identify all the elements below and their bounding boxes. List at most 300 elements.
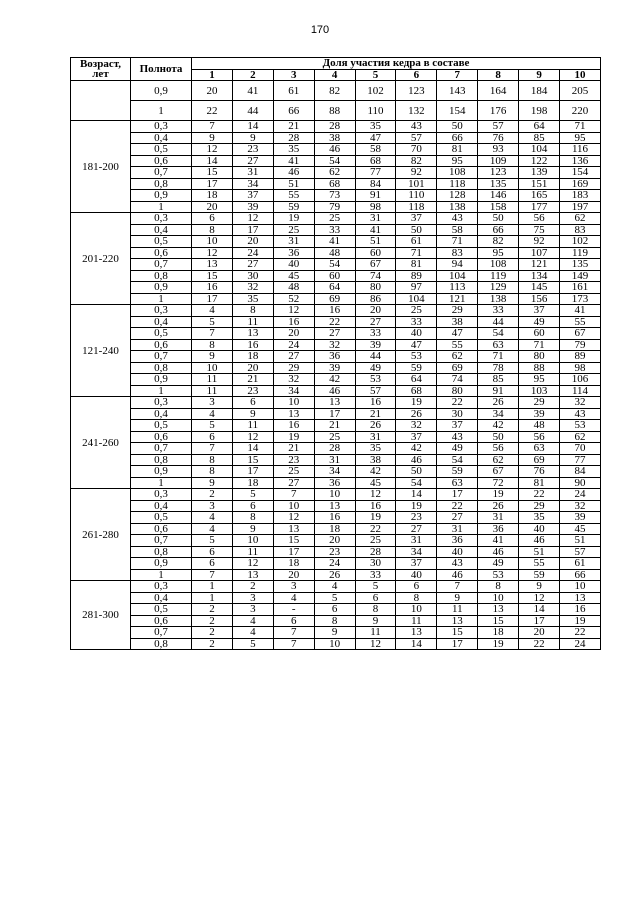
value-cell: 146 — [478, 190, 519, 202]
value-cell: 13 — [478, 604, 519, 616]
value-cell: 78 — [478, 362, 519, 374]
value-cell: 44 — [355, 351, 396, 363]
value-cell: 108 — [478, 259, 519, 271]
value-cell: 102 — [355, 81, 396, 101]
value-cell: 48 — [519, 420, 560, 432]
table-row — [71, 569, 601, 581]
density-cell: 0,6 — [131, 431, 192, 443]
value-cell: 102 — [560, 236, 601, 248]
value-cell: 21 — [232, 374, 273, 386]
value-cell: 16 — [560, 604, 601, 616]
value-cell: 183 — [560, 190, 601, 202]
value-cell: 36 — [437, 535, 478, 547]
value-cell: 69 — [314, 293, 355, 305]
age-group-cell: 261-280 — [71, 489, 131, 581]
value-cell: 10 — [273, 397, 314, 409]
value-cell: 97 — [396, 282, 437, 294]
value-cell: 71 — [437, 236, 478, 248]
value-cell: 121 — [437, 293, 478, 305]
value-cell: 15 — [437, 627, 478, 639]
value-cell: 12 — [232, 558, 273, 570]
value-cell: 119 — [560, 247, 601, 259]
value-cell: 11 — [437, 604, 478, 616]
density-cell: 0,5 — [131, 236, 192, 248]
value-cell: 19 — [478, 489, 519, 501]
value-cell: 3 — [232, 592, 273, 604]
value-cell: 28 — [314, 121, 355, 133]
value-cell: 107 — [519, 247, 560, 259]
value-cell: 10 — [314, 489, 355, 501]
value-cell: 5 — [192, 535, 233, 547]
age-group-cell: 201-220 — [71, 213, 131, 305]
value-cell: 28 — [273, 132, 314, 144]
value-cell: 13 — [273, 408, 314, 420]
value-cell: 12 — [192, 144, 233, 156]
density-cell: 0,5 — [131, 144, 192, 156]
value-cell: 41 — [232, 81, 273, 101]
density-column-header: Полнота — [131, 58, 192, 81]
value-cell: 81 — [519, 477, 560, 489]
table-row — [71, 592, 601, 604]
value-cell: 19 — [396, 500, 437, 512]
value-cell: 39 — [519, 408, 560, 420]
value-cell: 64 — [519, 121, 560, 133]
value-cell: 36 — [314, 351, 355, 363]
value-cell: 4 — [232, 615, 273, 627]
value-cell: 69 — [519, 454, 560, 466]
value-cell: 40 — [273, 259, 314, 271]
value-cell: 2 — [192, 604, 233, 616]
value-cell: 49 — [355, 362, 396, 374]
table-row — [71, 351, 601, 363]
value-cell: 19 — [560, 615, 601, 627]
value-cell: 10 — [192, 362, 233, 374]
value-cell: 33 — [478, 305, 519, 317]
value-cell: 119 — [478, 270, 519, 282]
value-cell: 92 — [396, 167, 437, 179]
value-cell: 177 — [519, 201, 560, 213]
value-cell: 6 — [232, 500, 273, 512]
value-cell: 6 — [314, 604, 355, 616]
value-cell: 136 — [560, 155, 601, 167]
table-row — [71, 259, 601, 271]
value-cell: 18 — [232, 351, 273, 363]
value-cell: 62 — [437, 351, 478, 363]
value-cell: 16 — [314, 305, 355, 317]
value-cell: 59 — [519, 569, 560, 581]
value-cell: 123 — [396, 81, 437, 101]
density-cell: 0,4 — [131, 316, 192, 328]
value-cell: 30 — [437, 408, 478, 420]
value-cell: 68 — [396, 385, 437, 397]
value-cell: 29 — [519, 397, 560, 409]
density-cell: 0,4 — [131, 408, 192, 420]
value-cell: 205 — [560, 81, 601, 101]
table-row — [71, 305, 601, 317]
value-cell: 51 — [519, 546, 560, 558]
value-cell: 37 — [396, 213, 437, 225]
value-cell: 17 — [232, 224, 273, 236]
value-cell: 6 — [355, 592, 396, 604]
value-cell: 116 — [560, 144, 601, 156]
value-cell: 5 — [192, 316, 233, 328]
value-cell: 25 — [355, 535, 396, 547]
value-cell: 17 — [437, 489, 478, 501]
value-cell: 61 — [396, 236, 437, 248]
value-cell: 13 — [273, 523, 314, 535]
value-cell: 32 — [273, 374, 314, 386]
value-cell: 20 — [192, 81, 233, 101]
value-cell: 43 — [560, 408, 601, 420]
value-cell: 8 — [192, 466, 233, 478]
value-cell: 14 — [232, 443, 273, 455]
value-cell: 22 — [314, 316, 355, 328]
value-cell: 46 — [273, 167, 314, 179]
value-cell: 64 — [396, 374, 437, 386]
value-cell: 50 — [437, 121, 478, 133]
density-cell: 0,6 — [131, 247, 192, 259]
value-cell: 24 — [314, 558, 355, 570]
value-cell: 74 — [355, 270, 396, 282]
value-cell: 52 — [273, 293, 314, 305]
value-cell: 37 — [519, 305, 560, 317]
table-row — [71, 213, 601, 225]
value-cell: 33 — [396, 316, 437, 328]
density-cell: 0,9 — [131, 81, 192, 101]
share-column-header-6: 6 — [396, 69, 437, 81]
value-cell: 8 — [232, 305, 273, 317]
share-column-header-4: 4 — [314, 69, 355, 81]
value-cell: 93 — [478, 144, 519, 156]
value-cell: 7 — [437, 581, 478, 593]
value-cell: 40 — [437, 546, 478, 558]
density-cell: 0,8 — [131, 454, 192, 466]
value-cell: 18 — [478, 627, 519, 639]
table-row — [71, 316, 601, 328]
value-cell: 36 — [478, 523, 519, 535]
value-cell: 104 — [396, 293, 437, 305]
value-cell: 1 — [192, 592, 233, 604]
value-cell: 176 — [478, 101, 519, 121]
value-cell: 104 — [519, 144, 560, 156]
density-cell: 0,3 — [131, 397, 192, 409]
value-cell: 27 — [355, 316, 396, 328]
value-cell: 81 — [437, 144, 478, 156]
value-cell: 48 — [314, 247, 355, 259]
value-cell: 37 — [396, 431, 437, 443]
value-cell: 54 — [396, 477, 437, 489]
value-cell: 9 — [192, 477, 233, 489]
value-cell: 20 — [232, 362, 273, 374]
value-cell: 4 — [192, 512, 233, 524]
value-cell: 67 — [478, 466, 519, 478]
density-cell: 0,8 — [131, 638, 192, 650]
value-cell: 54 — [478, 328, 519, 340]
value-cell: 57 — [478, 121, 519, 133]
value-cell: 2 — [232, 581, 273, 593]
value-cell: 67 — [560, 328, 601, 340]
value-cell: 43 — [437, 213, 478, 225]
value-cell: 12 — [232, 213, 273, 225]
value-cell: 62 — [560, 431, 601, 443]
value-cell: 145 — [519, 282, 560, 294]
density-cell: 0,7 — [131, 627, 192, 639]
value-cell: 19 — [273, 213, 314, 225]
value-cell: 24 — [232, 247, 273, 259]
density-cell: 0,4 — [131, 224, 192, 236]
value-cell: 5 — [232, 638, 273, 650]
value-cell: 173 — [560, 293, 601, 305]
value-cell: 98 — [355, 201, 396, 213]
value-cell: 25 — [273, 224, 314, 236]
density-cell: 0,9 — [131, 374, 192, 386]
density-cell: 0,9 — [131, 558, 192, 570]
value-cell: 27 — [273, 351, 314, 363]
value-cell: 60 — [314, 270, 355, 282]
value-cell: 60 — [355, 247, 396, 259]
value-cell: 10 — [232, 535, 273, 547]
cedar-share-table — [70, 57, 601, 650]
value-cell: 154 — [437, 101, 478, 121]
value-cell: 50 — [478, 431, 519, 443]
age-group-cell: 281-300 — [71, 581, 131, 650]
value-cell: 114 — [560, 385, 601, 397]
value-cell: 25 — [396, 305, 437, 317]
value-cell: 34 — [478, 408, 519, 420]
value-cell: 41 — [355, 224, 396, 236]
value-cell: 91 — [478, 385, 519, 397]
value-cell: 118 — [396, 201, 437, 213]
value-cell: 16 — [355, 397, 396, 409]
value-cell: 8 — [355, 604, 396, 616]
value-cell: 18 — [232, 477, 273, 489]
value-cell: 42 — [478, 420, 519, 432]
value-cell: 2 — [192, 638, 233, 650]
value-cell: 161 — [560, 282, 601, 294]
value-cell: 49 — [437, 443, 478, 455]
value-cell: 2 — [192, 615, 233, 627]
value-cell: 12 — [355, 638, 396, 650]
value-cell: 33 — [355, 569, 396, 581]
value-cell: 109 — [478, 155, 519, 167]
value-cell: 84 — [355, 178, 396, 190]
value-cell: 80 — [519, 351, 560, 363]
value-cell: 36 — [273, 247, 314, 259]
value-cell: 56 — [519, 431, 560, 443]
value-cell: 139 — [519, 167, 560, 179]
share-column-header-5: 5 — [355, 69, 396, 81]
value-cell: 19 — [273, 431, 314, 443]
table-row — [71, 247, 601, 259]
value-cell: 72 — [478, 477, 519, 489]
density-cell: 0,8 — [131, 546, 192, 558]
value-cell: 51 — [355, 236, 396, 248]
value-cell: 128 — [437, 190, 478, 202]
value-cell: 17 — [192, 293, 233, 305]
value-cell: 83 — [437, 247, 478, 259]
value-cell: 84 — [560, 466, 601, 478]
value-cell: 27 — [396, 523, 437, 535]
value-cell: 13 — [232, 328, 273, 340]
value-cell: 41 — [560, 305, 601, 317]
density-cell: 1 — [131, 569, 192, 581]
density-cell: 0,5 — [131, 328, 192, 340]
value-cell: 31 — [355, 431, 396, 443]
value-cell: 37 — [396, 558, 437, 570]
value-cell: 55 — [273, 190, 314, 202]
value-cell: 71 — [478, 351, 519, 363]
value-cell: 106 — [560, 374, 601, 386]
value-cell: 20 — [519, 627, 560, 639]
value-cell: 19 — [478, 638, 519, 650]
value-cell: 2 — [192, 627, 233, 639]
value-cell: 15 — [478, 615, 519, 627]
value-cell: 12 — [273, 512, 314, 524]
value-cell: 14 — [396, 489, 437, 501]
table-row — [71, 155, 601, 167]
table-row — [71, 443, 601, 455]
value-cell: 10 — [192, 236, 233, 248]
value-cell: 8 — [314, 615, 355, 627]
value-cell: 11 — [232, 420, 273, 432]
value-cell: 25 — [314, 213, 355, 225]
table-row — [71, 397, 601, 409]
density-cell: 0,5 — [131, 604, 192, 616]
value-cell: 6 — [273, 615, 314, 627]
value-cell: 220 — [560, 101, 601, 121]
value-cell: 27 — [232, 259, 273, 271]
value-cell: 55 — [560, 316, 601, 328]
value-cell: 31 — [437, 523, 478, 535]
value-cell: 20 — [273, 328, 314, 340]
density-cell: 1 — [131, 101, 192, 121]
density-cell: 0,3 — [131, 305, 192, 317]
value-cell: 22 — [437, 397, 478, 409]
value-cell: 17 — [192, 178, 233, 190]
value-cell: 12 — [355, 489, 396, 501]
value-cell: 55 — [519, 558, 560, 570]
density-cell: 0,9 — [131, 466, 192, 478]
value-cell: 47 — [396, 339, 437, 351]
value-cell: 156 — [519, 293, 560, 305]
value-cell: 90 — [560, 477, 601, 489]
value-cell: 57 — [355, 385, 396, 397]
value-cell: 68 — [314, 178, 355, 190]
table-row — [71, 420, 601, 432]
table-row — [71, 523, 601, 535]
value-cell: 143 — [437, 81, 478, 101]
value-cell: 54 — [314, 155, 355, 167]
value-cell: 16 — [273, 316, 314, 328]
value-cell: 40 — [396, 328, 437, 340]
value-cell: 21 — [355, 408, 396, 420]
value-cell: 9 — [519, 581, 560, 593]
value-cell: 4 — [273, 592, 314, 604]
value-cell: 46 — [478, 546, 519, 558]
value-cell: 103 — [519, 385, 560, 397]
value-cell: 59 — [273, 201, 314, 213]
value-cell: 17 — [437, 638, 478, 650]
value-cell: 26 — [396, 408, 437, 420]
value-cell: 22 — [519, 638, 560, 650]
value-cell: 5 — [232, 489, 273, 501]
share-column-header-10: 10 — [560, 69, 601, 81]
value-cell: 21 — [273, 121, 314, 133]
table-row — [71, 224, 601, 236]
value-cell: 64 — [314, 282, 355, 294]
value-cell: 7 — [192, 443, 233, 455]
value-cell: 8 — [192, 224, 233, 236]
value-cell: 9 — [192, 132, 233, 144]
value-cell: 3 — [192, 397, 233, 409]
table-row — [71, 132, 601, 144]
value-cell: 16 — [314, 512, 355, 524]
value-cell: 41 — [314, 236, 355, 248]
value-cell: 23 — [314, 546, 355, 558]
value-cell: 66 — [478, 224, 519, 236]
value-cell: 13 — [192, 259, 233, 271]
density-cell: 0,8 — [131, 270, 192, 282]
value-cell: 22 — [560, 627, 601, 639]
table-row — [71, 339, 601, 351]
value-cell: 28 — [355, 546, 396, 558]
value-cell: 31 — [314, 454, 355, 466]
value-cell: 10 — [396, 604, 437, 616]
value-cell: 26 — [478, 397, 519, 409]
value-cell: 28 — [314, 443, 355, 455]
value-cell: 42 — [314, 374, 355, 386]
value-cell: 164 — [478, 81, 519, 101]
value-cell: 66 — [560, 569, 601, 581]
value-cell: 4 — [314, 581, 355, 593]
value-cell: 41 — [478, 535, 519, 547]
table-row — [71, 362, 601, 374]
density-cell: 0,4 — [131, 500, 192, 512]
value-cell: 16 — [232, 339, 273, 351]
value-cell: 71 — [519, 339, 560, 351]
age-group-cell: 121-240 — [71, 305, 131, 397]
value-cell: 44 — [478, 316, 519, 328]
value-cell: 5 — [355, 581, 396, 593]
value-cell: 27 — [437, 512, 478, 524]
value-cell: 39 — [314, 362, 355, 374]
value-cell: 33 — [355, 328, 396, 340]
value-cell: 50 — [396, 466, 437, 478]
value-cell: 6 — [232, 397, 273, 409]
value-cell: 82 — [314, 81, 355, 101]
value-cell: 59 — [437, 466, 478, 478]
value-cell: 169 — [560, 178, 601, 190]
value-cell: 56 — [478, 443, 519, 455]
value-cell: 49 — [519, 316, 560, 328]
value-cell: 43 — [437, 558, 478, 570]
table-row — [71, 178, 601, 190]
table-row — [71, 236, 601, 248]
density-cell: 0,7 — [131, 443, 192, 455]
density-cell: 0,7 — [131, 167, 192, 179]
page-number: 170 — [310, 24, 330, 36]
value-cell: 53 — [355, 374, 396, 386]
value-cell: 47 — [437, 328, 478, 340]
value-cell: 35 — [519, 512, 560, 524]
value-cell: 7 — [192, 121, 233, 133]
table-header — [71, 58, 601, 81]
value-cell: 22 — [437, 500, 478, 512]
table-row — [71, 477, 601, 489]
value-cell: 7 — [273, 638, 314, 650]
table-row — [71, 144, 601, 156]
value-cell: 36 — [314, 477, 355, 489]
